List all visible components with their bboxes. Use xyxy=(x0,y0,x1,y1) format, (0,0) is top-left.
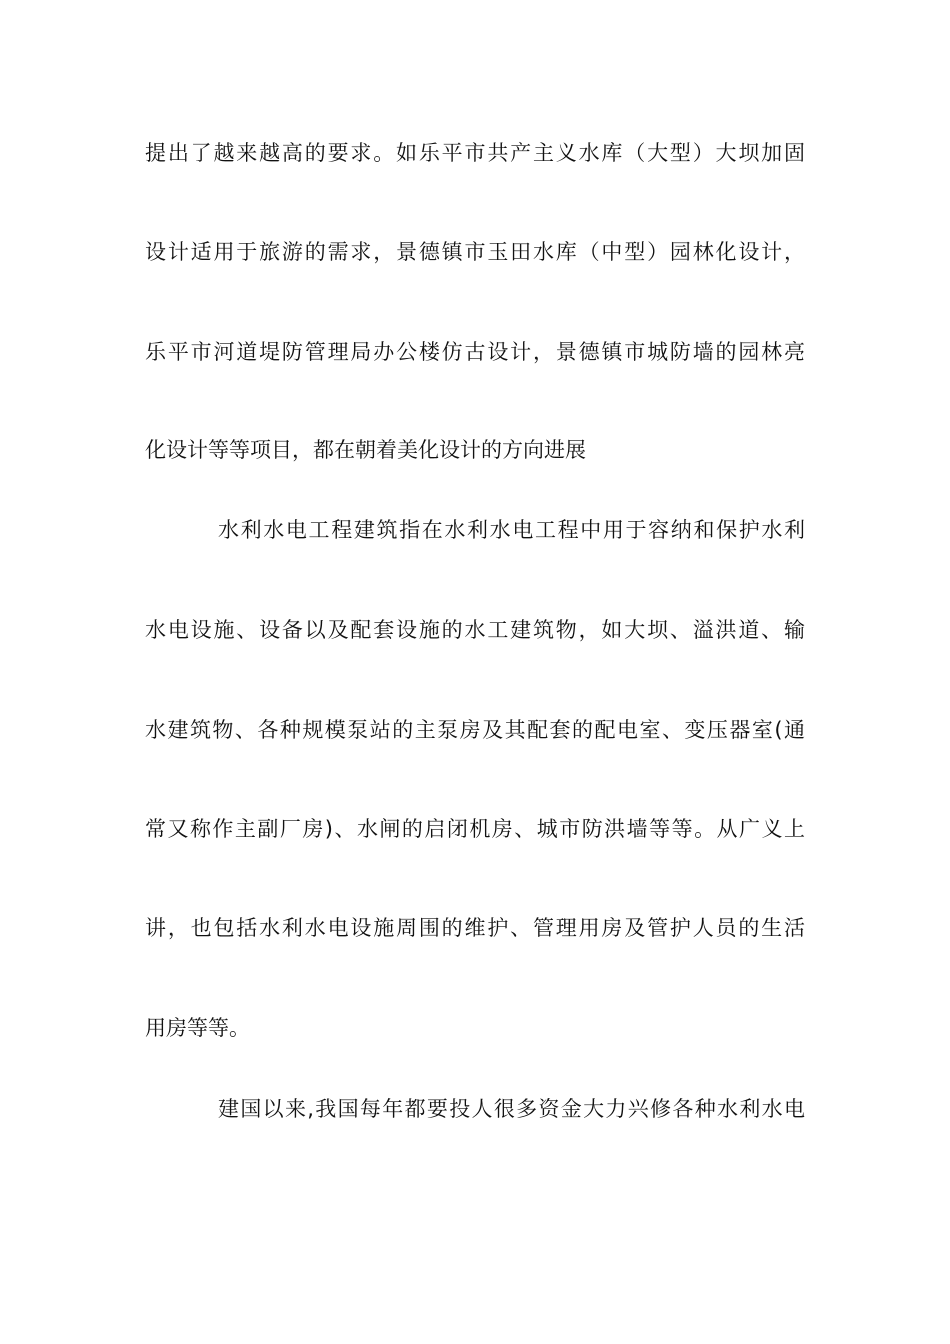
text-line: 提出了越来越高的要求。如乐平市共产主义水库（大型）大坝加固 xyxy=(145,141,805,165)
text-line: 化设计等等项目，都在朝着美化设计的方向进展 xyxy=(145,438,586,462)
text-line: 乐平市河道堤防管理局办公楼仿古设计，景德镇市城防墙的园林亮 xyxy=(145,340,805,364)
text-line: 水电设施、设备以及配套设施的水工建筑物，如大坝、溢洪道、输 xyxy=(145,618,805,642)
text-line: 建国以来,我国每年都要投人很多资金大力兴修各种水利水电 xyxy=(218,1097,805,1121)
text-line: 讲，也包括水利水电设施周围的维护、管理用房及管护人员的生活 xyxy=(145,916,805,940)
text-line: 水利水电工程建筑指在水利水电工程中用于容纳和保护水利 xyxy=(218,518,805,542)
text-line: 常又称作主副厂房)、水闸的启闭机房、城市防洪墙等等。从广义上 xyxy=(145,817,805,841)
text-line: 用房等等。 xyxy=(145,1016,250,1040)
text-line: 水建筑物、各种规模泵站的主泵房及其配套的配电室、变压器室(通 xyxy=(145,718,805,742)
text-line: 设计适用于旅游的需求，景德镇市玉田水库（中型）园林化设计， xyxy=(145,240,805,264)
